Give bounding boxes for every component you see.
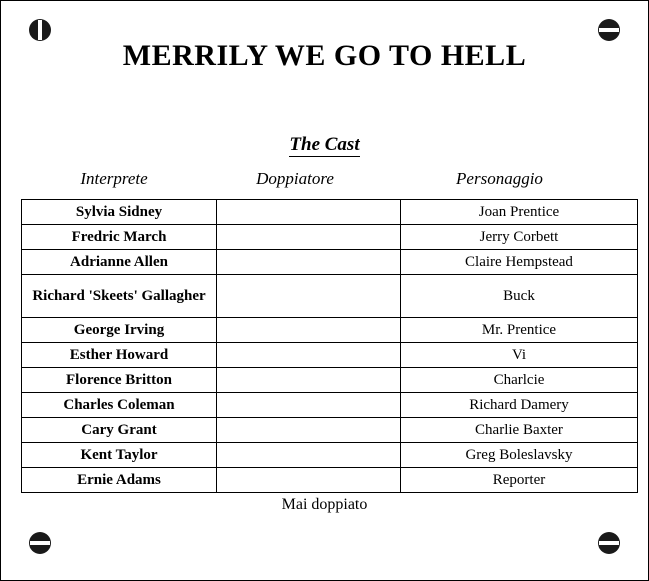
cell-interprete: Florence Britton bbox=[22, 368, 217, 393]
cell-personaggio: Joan Prentice bbox=[401, 200, 638, 225]
cell-personaggio: Reporter bbox=[401, 468, 638, 493]
cell-personaggio: Buck bbox=[401, 275, 638, 318]
table-row bbox=[22, 275, 638, 318]
table-row bbox=[22, 368, 638, 393]
cell-personaggio: Charlcie bbox=[401, 368, 638, 393]
cell-interprete: Ernie Adams bbox=[22, 468, 217, 493]
cell-interprete: Cary Grant bbox=[22, 418, 217, 443]
cell-doppiatore bbox=[217, 200, 401, 225]
screw-bottom-right-icon bbox=[598, 532, 620, 554]
table-row bbox=[22, 250, 638, 275]
cell-personaggio: Vi bbox=[401, 343, 638, 368]
cell-personaggio: Jerry Corbett bbox=[401, 225, 638, 250]
cell-interprete: Adrianne Allen bbox=[22, 250, 217, 275]
cast-table bbox=[21, 199, 638, 493]
cell-interprete: Charles Coleman bbox=[22, 393, 217, 418]
cell-interprete: Richard 'Skeets' Gallagher bbox=[22, 275, 217, 318]
cell-doppiatore bbox=[217, 275, 401, 318]
screw-top-left-icon bbox=[29, 19, 51, 41]
cell-doppiatore bbox=[217, 343, 401, 368]
table-row bbox=[22, 418, 638, 443]
cell-interprete: Fredric March bbox=[22, 225, 217, 250]
table-row bbox=[22, 318, 638, 343]
cell-personaggio: Mr. Prentice bbox=[401, 318, 638, 343]
table-row bbox=[22, 225, 638, 250]
table-row bbox=[22, 443, 638, 468]
cell-doppiatore bbox=[217, 250, 401, 275]
screw-slot bbox=[30, 541, 50, 545]
column-header-personaggio: Personaggio bbox=[456, 169, 543, 188]
page-title: MERRILY WE GO TO HELL bbox=[122, 39, 527, 72]
cast-table-body bbox=[22, 200, 638, 493]
screw-bottom-left-icon bbox=[29, 532, 51, 554]
cell-personaggio: Charlie Baxter bbox=[401, 418, 638, 443]
cell-interprete: George Irving bbox=[22, 318, 217, 343]
screw-slot bbox=[599, 541, 619, 545]
table-row bbox=[22, 393, 638, 418]
cell-personaggio: Greg Boleslavsky bbox=[401, 443, 638, 468]
table-row bbox=[22, 200, 638, 225]
cell-doppiatore bbox=[217, 418, 401, 443]
screw-slot bbox=[38, 20, 42, 40]
table-row bbox=[22, 343, 638, 368]
cell-personaggio: Claire Hempstead bbox=[401, 250, 638, 275]
column-headers bbox=[21, 169, 630, 189]
cell-interprete: Kent Taylor bbox=[22, 443, 217, 468]
cell-doppiatore bbox=[217, 318, 401, 343]
cell-doppiatore bbox=[217, 443, 401, 468]
cell-interprete: Sylvia Sidney bbox=[22, 200, 217, 225]
column-header-doppiatore: Doppiatore bbox=[256, 169, 334, 188]
cast-section-heading bbox=[1, 134, 648, 156]
cell-doppiatore bbox=[217, 393, 401, 418]
cell-doppiatore bbox=[217, 468, 401, 493]
footnote: Mai doppiato bbox=[281, 496, 368, 513]
screw-top-right-icon bbox=[598, 19, 620, 41]
cell-personaggio: Richard Damery bbox=[401, 393, 638, 418]
cell-doppiatore bbox=[217, 225, 401, 250]
table-row bbox=[22, 468, 638, 493]
cell-doppiatore bbox=[217, 368, 401, 393]
column-header-interprete: Interprete bbox=[80, 169, 148, 188]
screw-slot bbox=[599, 28, 619, 32]
cast-section-heading-text: The Cast bbox=[289, 134, 360, 155]
cell-interprete: Esther Howard bbox=[22, 343, 217, 368]
